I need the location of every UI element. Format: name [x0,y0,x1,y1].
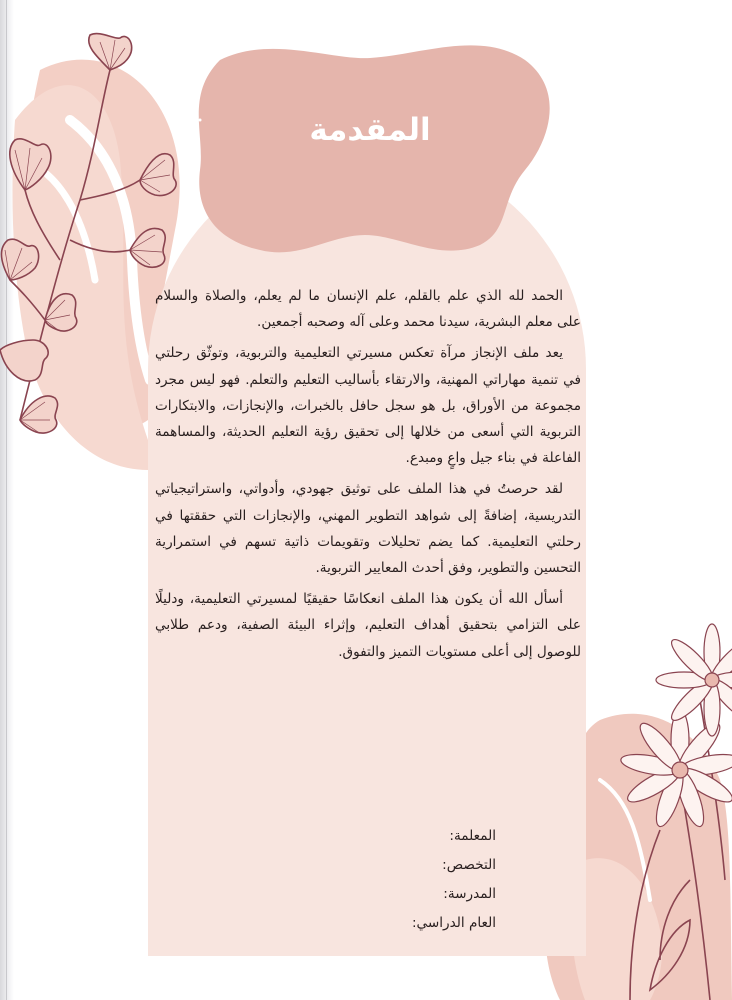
specialty-label: التخصص: [442,857,496,873]
daisy-stem-3 [630,830,660,1000]
paragraph: يعد ملف الإنجاز مرآة تعكس مسيرتي التعليمية والتربوية، وتوثّق رحلتي في تنمية مهاراتي المهنية، والارتقاء بأساليب التعليم والتعلم. فهو ليس مجرد مجموعة من الأوراق، بل هو سجل حافل بالخبرات، والإنجازات، والابتكارات التربوية التي أسعى من خلالها إلى تحقيق رؤية التعليم الحديثة، والمساهمة الفاعلة في بناء جيل واعٍ ومبدع. [155,345,581,467]
paragraph: الحمد لله الذي علم بالقلم، علم الإنسان ما لم يعلم، والصلاة والسلام على معلم البشرية، سيدنا محمد وعلى آله وصحبه أجمعين. [155,288,581,331]
school-label: المدرسة: [443,886,496,902]
teacher-label: المعلمة: [449,828,496,844]
daisy-leaf [650,920,690,990]
paragraph: لقد حرصتُ في هذا الملف على توثيق جهودي، وأدواتي، واستراتيجياتي التدريسية، إضافةً إلى شواهد التطوير المهني، والإنجازات التي حققتها في رحلتي التعليمية. كما يضم تحليلات وتقويمات ذاتية تسهم في استمرارية التحسين والتطوير، وفق أحدث المعايير التربوية. [155,481,581,577]
academic-year-label: العام الدراسي: [411,915,496,931]
page-title: المقدمة [309,112,431,148]
paragraph: أسأل الله أن يكون هذا الملف انعكاسًا حقيقيًا لمسيرتي التعليمية، ودليلًا على التزامي بتحقيق أهداف التعليم، وإثراء البيئة الصفية، ودعم طلابي للوصول إلى أعلى مستويات التميز والتفوق. [155,591,581,660]
